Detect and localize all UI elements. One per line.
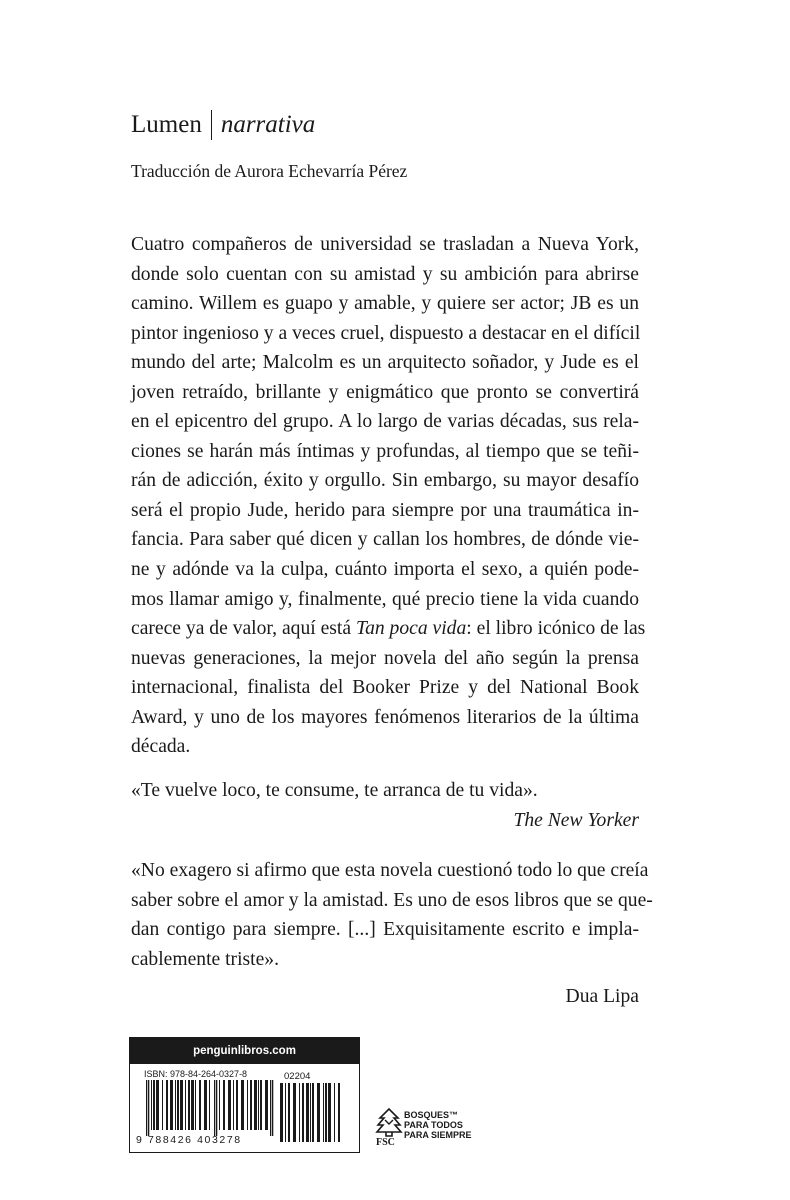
- synopsis-line: pintor ingenioso y a veces cruel, dispuesto a destacar en el difícil: [131, 322, 641, 344]
- synopsis-line: rán de adicción, éxito y orgullo. Sin embargo, su mayor desafío: [131, 470, 639, 492]
- synopsis-line: camino. Willem es guapo y amable, y quiere ser actor; JB es un: [131, 293, 639, 315]
- isbn-number: ISBN: 978-84-264-0327-8: [144, 1069, 248, 1079]
- quote-text: «Te vuelve loco, te consume, te arranca de tu vida».: [131, 780, 538, 801]
- barcode-panel: [129, 1037, 360, 1153]
- synopsis-text: : el libro icónico de las: [466, 618, 646, 640]
- synopsis-line: ne y adónde va la culpa, cuánto importa el sexo, a quién pode-: [131, 559, 639, 581]
- imprint-divider: [211, 110, 212, 140]
- quote-line: cablemente triste».: [131, 948, 279, 970]
- publisher-imprint: [131, 110, 315, 140]
- barcode-addon-number: 02204: [284, 1071, 311, 1082]
- review-quote-dua-lipa: [131, 856, 653, 1012]
- synopsis-line: donde solo cuentan con su amistad y su ambición para abrirse: [131, 263, 639, 285]
- synopsis-line: Cuatro compañeros de universidad se trasladan a Nueva York,: [131, 234, 639, 255]
- quote-source: Dua Lipa: [565, 986, 639, 1008]
- synopsis-line: mos llamar amigo y, finalmente, qué precio tiene la vida cuando: [131, 588, 639, 610]
- synopsis-line: en el epicentro del grupo. A lo largo de varias décadas, sus rela-: [131, 411, 639, 433]
- fsc-slogan: [404, 1110, 472, 1140]
- book-synopsis: [131, 230, 646, 762]
- synopsis-line: fancia. Para saber qué dicen y callan los hombres, de dónde vie-: [131, 529, 639, 551]
- fsc-tree-icon: [374, 1107, 404, 1139]
- fsc-slogan-line: BOSQUES™: [404, 1110, 459, 1120]
- publisher-name: Lumen: [131, 111, 202, 138]
- synopsis-line: internacional, finalista del Booker Prize y del National Book: [131, 677, 639, 699]
- synopsis-line: Award, y uno de los mayores fenómenos literarios de la última: [131, 706, 639, 728]
- book-title: Tan poca vida: [355, 618, 467, 640]
- fsc-slogan-line: PARA SIEMPRE: [404, 1130, 472, 1140]
- synopsis-line: mundo del arte; Malcolm es un arquitecto soñador, y Jude es el: [131, 352, 639, 374]
- synopsis-line: nuevas generaciones, la mejor novela del año según la prensa: [131, 647, 639, 669]
- quote-source: The New Yorker: [513, 809, 639, 831]
- synopsis-line: será el propio Jude, herido para siempre por una traumática in-: [131, 499, 639, 521]
- fsc-logo: [374, 1107, 484, 1153]
- fsc-label: FSC: [376, 1137, 395, 1148]
- quote-line: dan contigo para siempre. [...] Exquisitamente escrito e impla-: [131, 919, 639, 941]
- synopsis-line: joven retraído, brillante y enigmático que pronto se convertirá: [131, 381, 639, 403]
- series-name: narrativa: [220, 111, 316, 138]
- barcode-digits: 9 788426 403278: [136, 1134, 242, 1146]
- quote-line: «No exagero si afirmo que esta novela cuestionó todo lo que creía: [131, 860, 649, 881]
- translator-credit: Traducción de Aurora Echevarría Pérez: [131, 161, 408, 181]
- synopsis-line-with-title: [131, 614, 646, 644]
- fsc-slogan-line: PARA TODOS: [404, 1120, 463, 1130]
- quote-line: saber sobre el amor y la amistad. Es uno de esos libros que se que-: [131, 889, 653, 911]
- review-quote-new-yorker: [131, 776, 639, 835]
- website-banner: penguinlibros.com: [130, 1038, 359, 1064]
- synopsis-text: carece ya de valor, aquí está: [131, 618, 356, 640]
- synopsis-line: década.: [131, 736, 191, 758]
- synopsis-line: ciones se harán más íntimas y profundas, al tiempo que se teñi-: [131, 440, 639, 462]
